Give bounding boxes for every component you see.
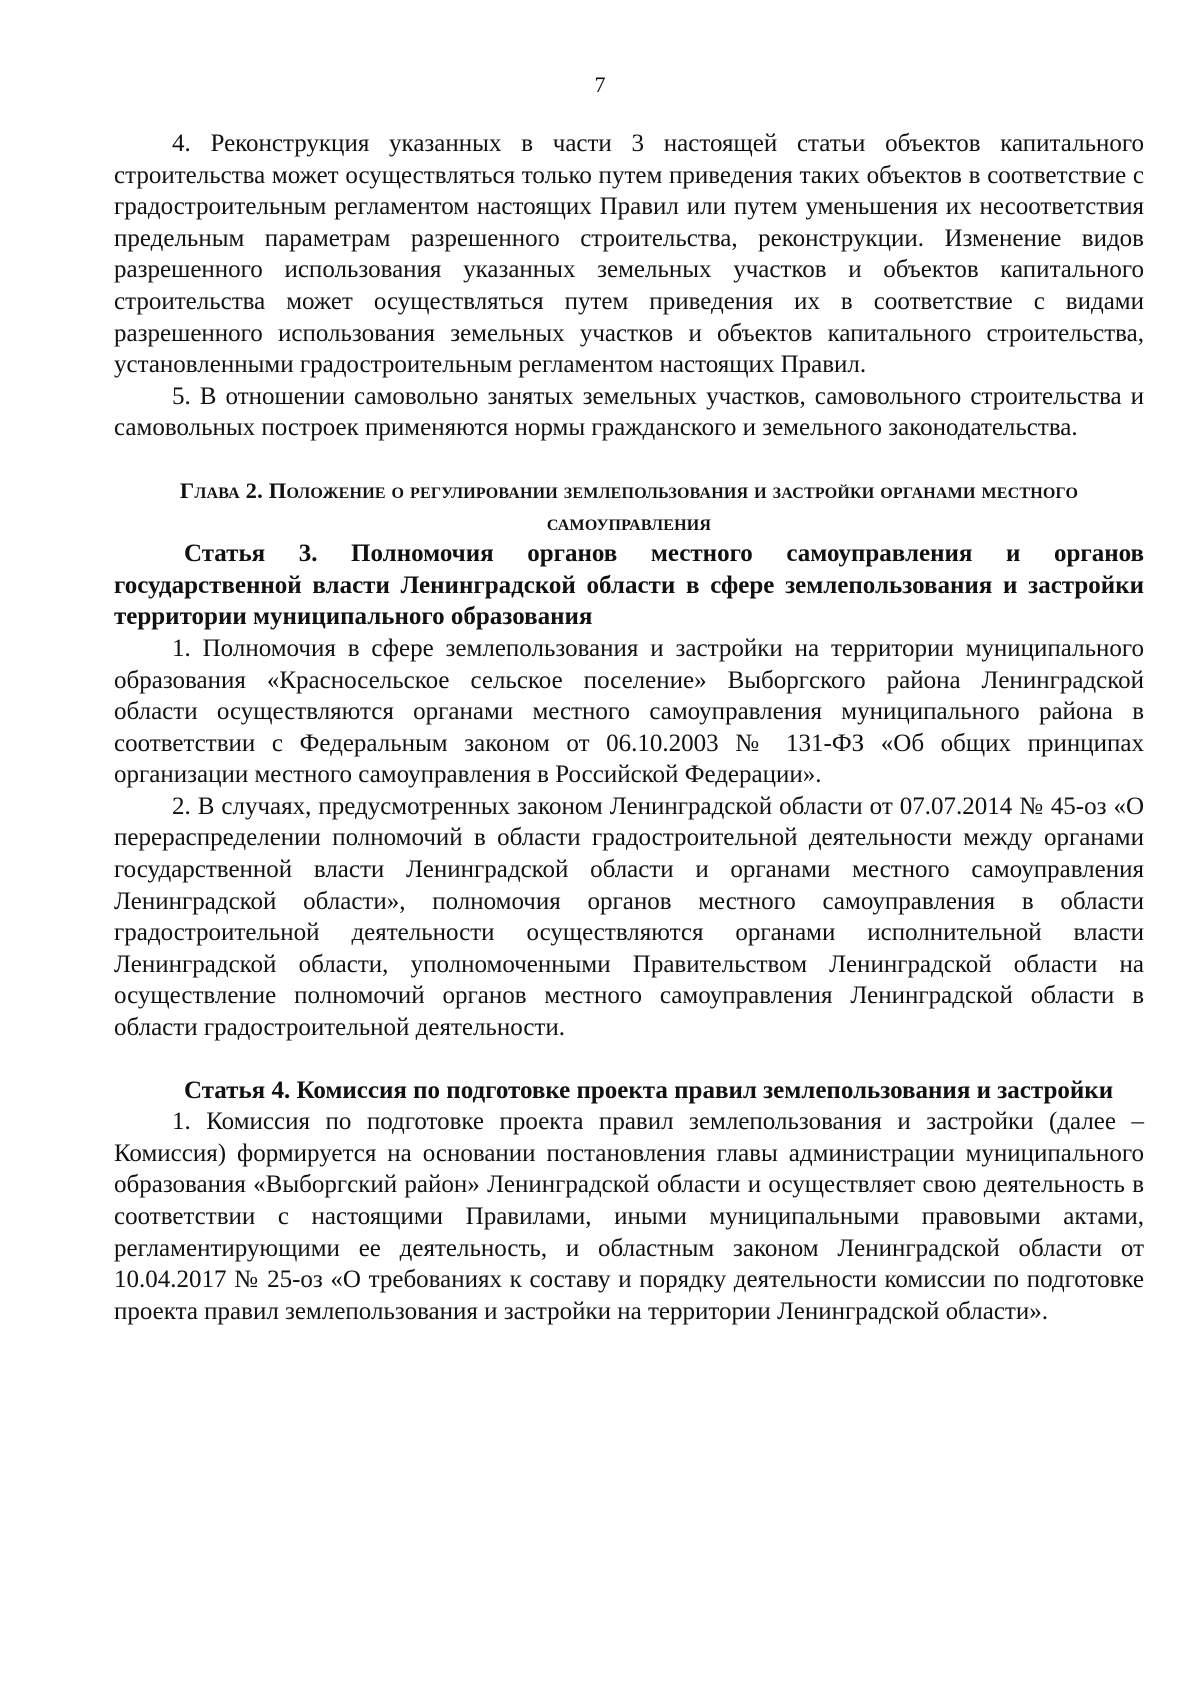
section-spacer [114, 444, 1144, 475]
article-4-heading: Статья 4. Комиссия по подготовке проекта правил землепользования и застройки [184, 1076, 1114, 1104]
chapter-2-heading: Глава 2. Положение о регулировании землепользования и застройки органами местного самоуправления [179, 477, 1079, 535]
article-3-heading: Статья 3. Полномочия органов местного самоуправления и органов государственной власти Ленинградской области в сфере землепользования и застройки территории муниципального образования [114, 540, 1144, 631]
paragraph-4-reconstruction: 4. Реконструкция указанных в части 3 настоящей статьи объектов капитального строительства может осуществляться только путем приведения таких объектов в соответствие с градостроительным регламентом настоящих Правил или путем уменьшения их несоответствия предельным параметрам разрешенного строительства, реконструкции. Изменение видов разрешенного использования указанных земельных участков и объектов капитального строительства может осуществляться путем приведения их в соответствие с видами разрешенного использования земельных участков и объектов капитального строительства, установленными градостроительным регламентом настоящих Правил. [114, 130, 1144, 379]
article-3-paragraph-1: 1. Полномочия в сфере землепользования и застройки на территории муниципального образования «Красносельское сельское поселение» Выборгского района Ленинградской области осуществляются органами местного самоуправления муниципального района в соответствии с Федеральным законом от 06.10.2003 № 131-ФЗ «Об общих принципах организации местного самоуправления в Российской Федерации». [114, 634, 1144, 789]
paragraph-5-unauthorized-construction: 5. В отношении самовольно занятых земельных участков, самовольного строительства и самовольных построек применяются нормы гражданского и земельного законодательства. [114, 382, 1144, 442]
article-4-paragraph-1: 1. Комиссия по подготовке проекта правил землепользования и застройки (далее – Комиссия) формируется на основании постановления главы администрации муниципального образования «Выборгский район» Ленинградской области и осуществляет свою деятельность в соответствии с настоящими Правилами, иными муниципальными правовыми актами, регламентирующими ее деятельность, и областным законом Ленинградской области от 10.04.2017 № 25-оз «О требованиях к составу и порядку деятельности комиссии по подготовке проекта правил землепользования и застройки на территории Ленинградской области». [114, 1108, 1144, 1325]
document-body [114, 128, 1144, 1327]
article-3-paragraph-2: 2. В случаях, предусмотренных законом Ленинградской области от 07.07.2014 № 45-оз «О перераспределении полномочий в области градостроительной деятельности между органами государственной власти Ленинградской области и органами местного самоуправления Ленинградской области», полномочия органов местного самоуправления в области градостроительной деятельности осуществляются органами исполнительной власти Ленинградской области, уполномоченными Правительством Ленинградской области на осуществление полномочий органов местного самоуправления Ленинградской области в области градостроительной деятельности. [114, 792, 1144, 1042]
page-number: 7 [594, 72, 606, 97]
section-spacer [114, 1044, 1144, 1075]
